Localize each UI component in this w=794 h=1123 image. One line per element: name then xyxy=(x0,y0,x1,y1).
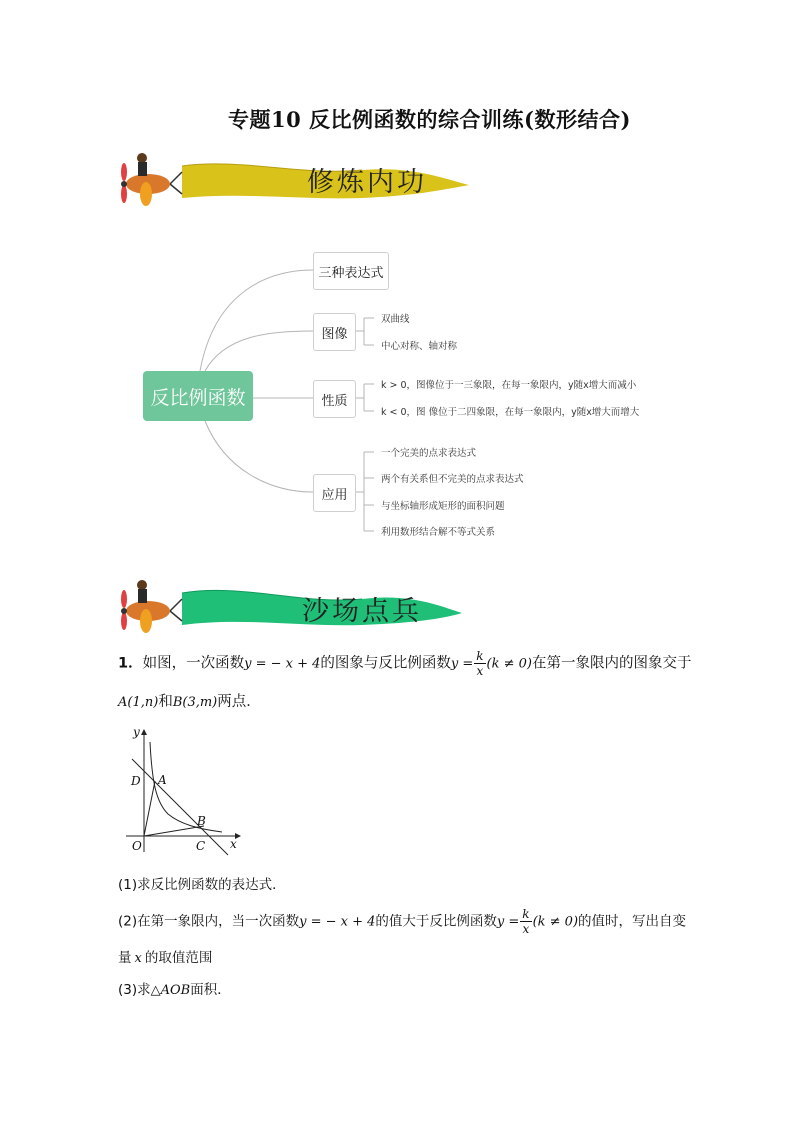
mindmap-leaf: 双曲线 xyxy=(381,314,410,325)
label-c: C xyxy=(196,839,206,853)
linear-function: y = − x + 4 xyxy=(299,914,376,930)
mindmap-leaf: 两个有关系但不完美的点求表达式 xyxy=(381,474,524,485)
label-b: B xyxy=(197,814,206,828)
label-origin: O xyxy=(132,839,142,853)
text: 的图象与反比例函数 xyxy=(320,655,451,672)
text: (3)求 xyxy=(118,982,151,998)
text: 两点． xyxy=(217,694,261,710)
text: 面积． xyxy=(190,982,231,998)
point-a: A(1,n) xyxy=(118,695,159,710)
function-graph xyxy=(116,722,251,862)
banner-label: 沙场点兵 xyxy=(302,596,422,627)
mindmap-node-applications: 应用 xyxy=(313,474,356,512)
text: 量 xyxy=(118,950,132,966)
mindmap-node-expressions: 三种表达式 xyxy=(313,252,389,290)
question-1-part-2-line-2 xyxy=(118,946,212,966)
mindmap-leaf: 利用数形结合解不等式关系 xyxy=(381,527,496,538)
banner-label: 修炼内功 xyxy=(307,167,427,198)
airplane-banner-icon xyxy=(112,575,477,641)
mindmap-leaf: 一个完美的点求表达式 xyxy=(381,448,477,459)
question-1-part-3 xyxy=(118,978,231,998)
section-banner-2 xyxy=(112,575,477,641)
label-y-axis: y xyxy=(133,725,140,739)
mindmap-leaf: k < 0，图 像位于二四象限，在每一象限内，y随x增大而增大 xyxy=(381,407,640,418)
mindmap-leaf: 中心对称、轴对称 xyxy=(381,341,458,352)
label-a: A xyxy=(158,773,167,787)
condition: (k ≠ 0) xyxy=(532,914,579,930)
question-1-part-2-line-1 xyxy=(118,908,686,935)
question-number: 1． xyxy=(118,655,143,672)
text: 的值大于反比例函数 xyxy=(375,913,497,930)
condition: (k ≠ 0) xyxy=(486,656,532,672)
point-b: B(3,m) xyxy=(172,695,218,710)
text: 的取值范围 xyxy=(144,950,213,966)
fraction-k-over-x: $\frac{k}{x}$ xyxy=(476,649,484,678)
mindmap-leaf: 与坐标轴形成矩形的面积问题 xyxy=(381,501,505,512)
triangle-aob: △AOB xyxy=(150,983,191,998)
text: 和 xyxy=(158,694,173,710)
text: 的值时，写出自变 xyxy=(578,913,687,930)
mindmap-node-graph: 图像 xyxy=(313,313,356,351)
fraction-k-over-x: $\frac{k}{x}$ xyxy=(522,907,530,936)
y-equals: y = xyxy=(496,914,520,930)
label-d: D xyxy=(131,774,141,788)
label-x-axis: x xyxy=(230,837,237,851)
linear-function: y = − x + 4 xyxy=(244,656,321,672)
text: (2)在第一象限内，当一次函数 xyxy=(118,913,300,930)
variable-x: x xyxy=(134,951,142,966)
question-1-part-1: (1)求反比例函数的表达式． xyxy=(118,877,286,893)
mindmap-leaf: k > 0，图像位于一三象限，在每一象限内，y随x增大而减小 xyxy=(381,380,637,391)
y-equals: y = xyxy=(450,656,474,672)
mindmap-root: 反比例函数 xyxy=(143,371,253,421)
text: 如图，一次函数 xyxy=(142,655,245,672)
question-1-line-2 xyxy=(118,690,261,711)
mindmap-node-properties: 性质 xyxy=(313,380,356,418)
text: 在第一象限内的图象交于 xyxy=(532,655,692,672)
question-1-line-1 xyxy=(118,650,692,677)
page-title: 专题10 反比例函数的综合训练(数形结合) xyxy=(228,107,631,132)
